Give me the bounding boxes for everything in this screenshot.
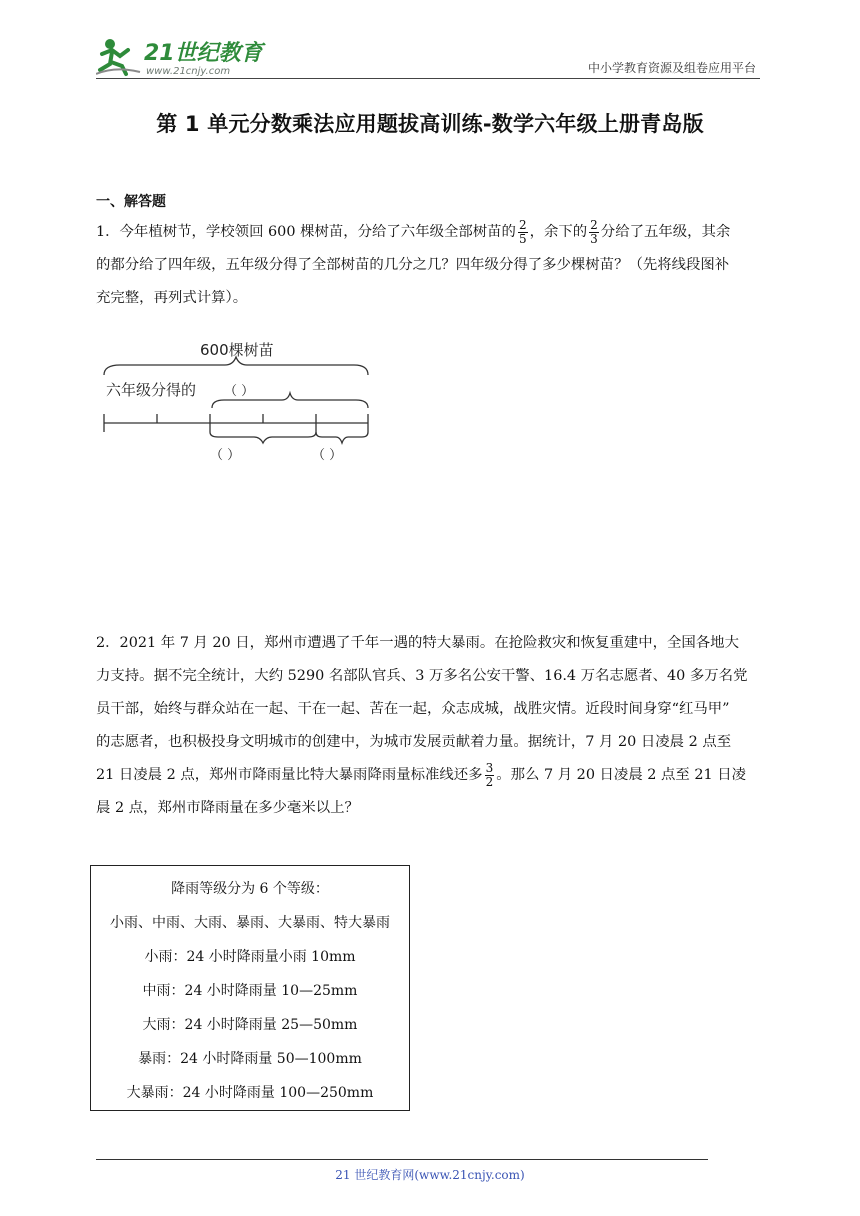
question-2 bbox=[96, 627, 764, 825]
rain-line: 小雨、中雨、大雨、暴雨、大暴雨、特大暴雨 bbox=[110, 915, 390, 931]
q2-line-5: 21 日凌晨 2 点，郑州市降雨量比特大暴雨降雨量标准线还多 $\frac{3}{2}$ 。那么 7 月 20 日凌晨 2 点至 21 日凌 bbox=[96, 760, 747, 789]
rain-line: 大雨：24 小时降雨量 25—50mm bbox=[142, 1017, 358, 1033]
rain-line: 小雨：24 小时降雨量小雨 10mm bbox=[144, 949, 356, 965]
fraction-2-3: $\frac{2}{3}$ bbox=[590, 217, 598, 246]
footer-link[interactable]: 21 世纪教育网(www.21cnjy.com) bbox=[335, 1168, 525, 1182]
q2-line-2: 力支持。据不完全统计，大约 5290 名部队官兵、3 万多名公安干警、16.4 万名志愿者、40 多万名党 bbox=[96, 668, 748, 684]
question-1 bbox=[96, 216, 764, 315]
q2-line-4: 的志愿者，也积极投身文明城市的创建中，为城市发展贡献着力量。据统计，7 月 20 日凌晨 2 点至 bbox=[96, 734, 732, 750]
rain-line: 暴雨：24 小时降雨量 50—100mm bbox=[138, 1051, 362, 1067]
fraction-2-5: $\frac{2}{5}$ bbox=[518, 217, 527, 246]
platform-tagline: 中小学教育资源及组卷应用平台 bbox=[587, 61, 756, 75]
q2-line-6: 晨 2 点，郑州市降雨量在多少毫米以上？ bbox=[96, 800, 359, 816]
rain-line: 降雨等级分为 6 个等级： bbox=[171, 881, 329, 897]
total-brace bbox=[104, 357, 368, 375]
rain-line: 大暴雨：24 小时降雨量 100—250mm bbox=[126, 1085, 374, 1101]
page-title: 第 1 单元分数乘法应用题拔高训练-数学六年级上册青岛版 bbox=[156, 112, 704, 136]
fraction-3-2: $\frac{3}{2}$ bbox=[485, 760, 494, 789]
total-label: 600棵树苗 bbox=[200, 341, 274, 359]
logo-url: www.21cnjy.com bbox=[146, 66, 231, 77]
paren-top: （ ） bbox=[224, 384, 255, 399]
grade6-label: 六年级分得的 bbox=[106, 381, 197, 399]
q1-line-1: 1．今年植树节，学校领回 600 棵树苗，分给了六年级全部树苗的 $\frac{2}{5}$ ，余下的 $\frac{2}{3}$ 分给了五年级，其余 bbox=[96, 217, 731, 246]
section-heading: 一、解答题 bbox=[96, 194, 166, 210]
rain-levels-box bbox=[90, 865, 410, 1111]
q1-line-3: 充完整，再列式计算）。 bbox=[96, 290, 248, 306]
q2-line-3: 员干部，始终与群众站在一起、干在一起、苦在一起，众志成城，战胜灾情。近段时间身穿“红马甲” bbox=[96, 701, 730, 717]
paren-bottom-left: （ ） bbox=[210, 448, 241, 463]
footer-divider bbox=[96, 1159, 708, 1160]
bottom-brace-right bbox=[316, 432, 368, 443]
q2-line-1: 2．2021 年 7 月 20 日，郑州市遭遇了千年一遇的特大暴雨。在抢险救灾和恢复重建中，全国各地大 bbox=[96, 635, 739, 651]
q1-line-2: 的都分给了四年级，五年级分得了全部树苗的几分之几？四年级分得了多少棵树苗？（先将线段图补 bbox=[96, 257, 730, 273]
header-divider bbox=[96, 78, 760, 79]
bottom-brace-left bbox=[210, 432, 316, 443]
rain-line: 中雨：24 小时降雨量 10—25mm bbox=[142, 983, 358, 999]
logo-text: 21世纪教育 bbox=[144, 41, 263, 66]
segment-diagram bbox=[100, 335, 440, 470]
paren-bottom-right: （ ） bbox=[312, 448, 343, 463]
runner-icon bbox=[96, 39, 140, 74]
site-logo bbox=[96, 34, 276, 78]
